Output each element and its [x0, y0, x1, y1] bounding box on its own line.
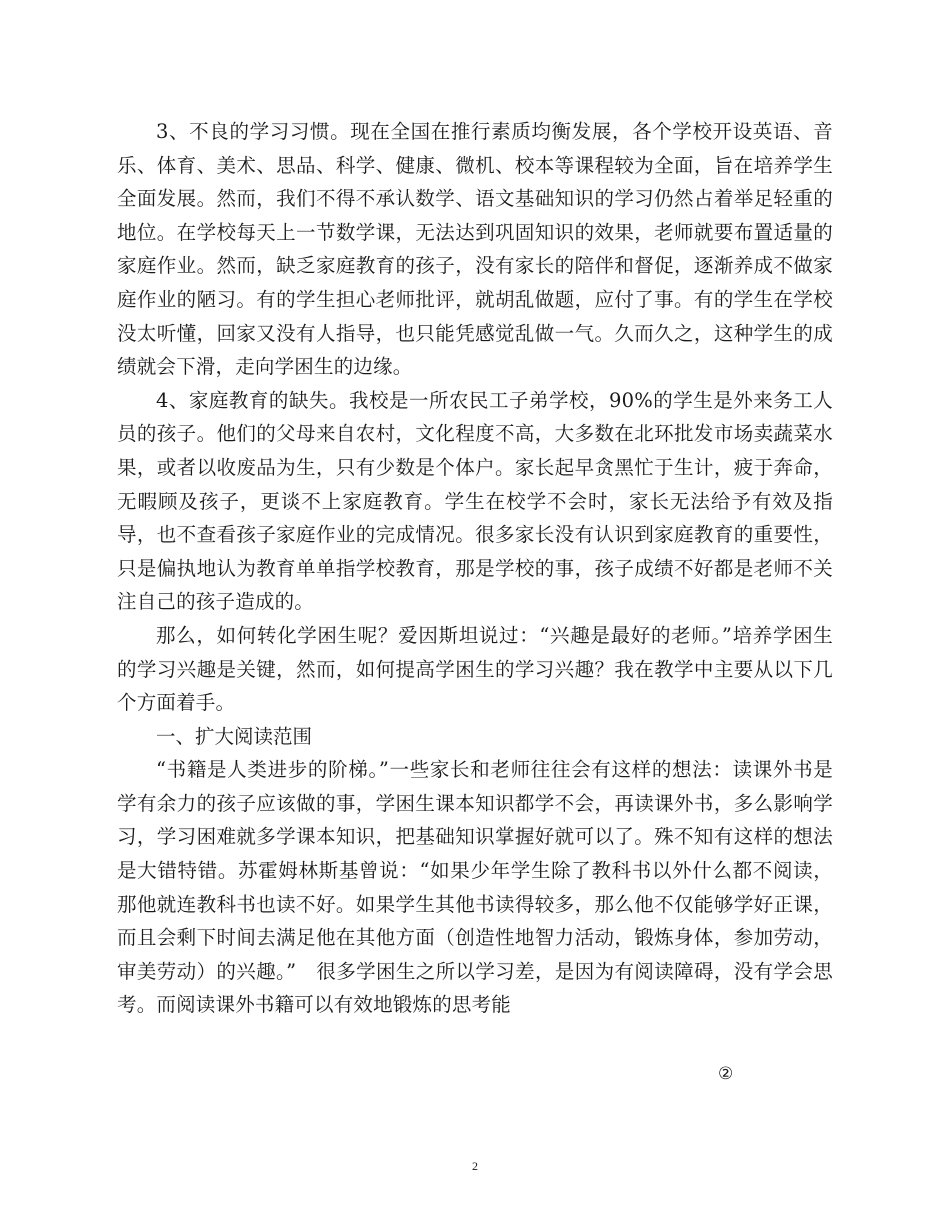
- footnote-mark: ②: [718, 1064, 734, 1084]
- paragraph-lack-of-family-education: 4、家庭教育的缺失。我校是一所农民工子弟学校，90%的学生是外来务工人员的孩子。他们的父母来自农村，文化程度不高，大多数在北环批发市场卖蔬菜水果，或者以收废品为生，只有少数是个体户。家长起早贪黑忙于生计，疲于奔命，无暇顾及孩子，更谈不上家庭教育。学生在校学不会时，家长无法给予有效及指导，也不查看孩子家庭作业的完成情况。很多家长没有认识到家庭教育的重要性，只是偏执地认为教育单单指学校教育，那是学校的事，孩子成绩不好都是老师不关注自己的孩子造成的。: [117, 388, 833, 614]
- paragraph-how-to-transform: 那么，如何转化学困生呢？爱因斯坦说过：“兴趣是最好的老师。”培养学困生的学习兴趣是关键，然而，如何提高学困生的学习兴趣？我在教学中主要从以下几个方面着手。: [117, 623, 833, 715]
- paragraph-bad-study-habits: 3、不良的学习习惯。现在全国在推行素质均衡发展，各个学校开设英语、音乐、体育、美术、思品、科学、健康、微机、校本等课程较为全面，旨在培养学生全面发展。然而，我们不得不承认数学、语文基础知识的学习仍然占着举足轻重的地位。在学校每天上一节数学课，无法达到巩固知识的效果，老师就要布置适量的家庭作业。然而，缺乏家庭教育的孩子，没有家长的陪伴和督促，逐渐养成不做家庭作业的陋习。有的学生担心老师批评，就胡乱做题，应付了事。有的学生在学校没太听懂，回家又没有人指导，也只能凭感觉乱做一气。久而久之，这种学生的成绩就会下滑，走向学困生的边缘。: [117, 120, 833, 379]
- page-number: 2: [472, 1159, 478, 1173]
- section-heading: 一、扩大阅读范围: [156, 724, 313, 748]
- paragraph-expand-reading: “书籍是人类进步的阶梯。”一些家长和老师往往会有这样的想法：读课外书是学有余力的孩子应该做的事，学困生课本知识都学不会，再读课外书，多么影响学习，学习困难就多学课本知识，把基础知识掌握好就可以了。殊不知有这样的想法是大错特错。苏霍姆林斯基曾说：“如果少年学生除了教科书以外什么都不阅读，那他就连教科书也读不好。如果学生其他书读得较多，那么他不仅能够学好正课，而且会剩下时间去满足他在其他方面（创造性地智力活动，锻炼身体，参加劳动，审美劳动）的兴趣。” 很多学困生之所以学习差，是因为有阅读障碍，没有学会思考。而阅读课外书籍可以有效地锻炼的思考能: [117, 758, 833, 1017]
- document-body: [117, 115, 833, 1022]
